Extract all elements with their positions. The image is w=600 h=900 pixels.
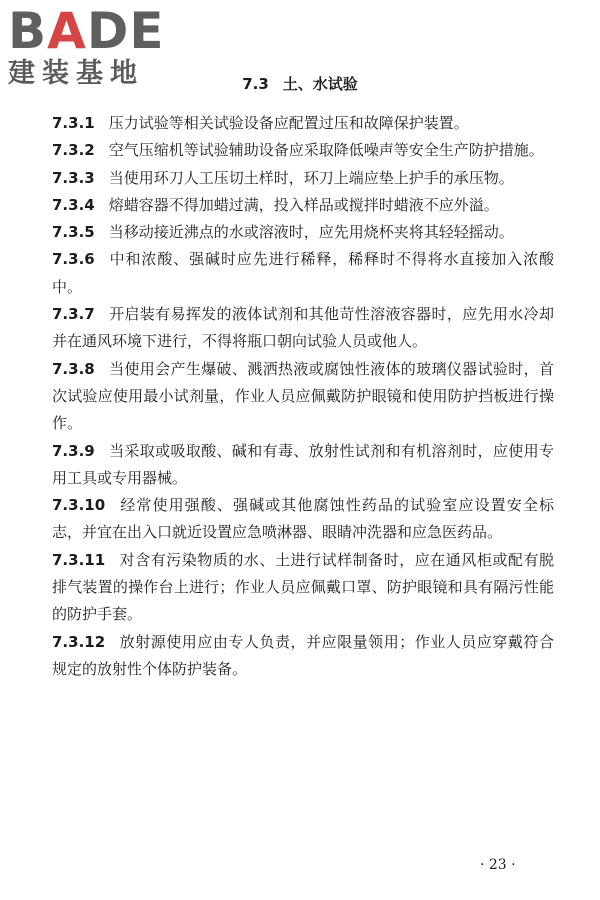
clause-text: 对含有污染物质的水、土进行试样制备时，应在通风柜或配有脱排气装置的操作台上进行；作业人员应佩戴口罩、防护眼镜和具有隔污性能的防护手套。 bbox=[52, 550, 554, 624]
clause-text: 经常使用强酸、强碱或其他腐蚀性药品的试验室应设置安全标志，并宜在出入口就近设置应急喷淋器、眼睛冲洗器和应急医药品。 bbox=[52, 496, 554, 542]
clause-7-3-1 bbox=[52, 110, 554, 137]
clause-7-3-2 bbox=[52, 137, 554, 164]
clause-text: 当使用会产生爆破、溅洒热液或腐蚀性液体的玻璃仪器试验时，首次试验应使用最小试剂量，作业人员应佩戴防护眼镜和使用防护挡板进行操作。 bbox=[52, 359, 554, 433]
clause-text: 熔蜡容器不得加蜡过满，投入样品或搅拌时蜡液不应外溢。 bbox=[108, 195, 499, 214]
clause-number: 7.3.10 bbox=[52, 496, 106, 515]
clause-number: 7.3.12 bbox=[52, 632, 106, 651]
clause-7-3-3 bbox=[52, 165, 554, 192]
clause-number: 7.3.2 bbox=[52, 141, 95, 160]
clause-7-3-8 bbox=[52, 356, 554, 438]
clause-text: 开启装有易挥发的液体试剂和其他苛性溶液容器时，应先用水冷却并在通风环境下进行，不得将瓶口朝向试验人员或他人。 bbox=[52, 305, 554, 351]
clause-number: 7.3.9 bbox=[52, 441, 95, 460]
clause-7-3-7 bbox=[52, 301, 554, 356]
clause-number: 7.3.7 bbox=[52, 305, 95, 324]
clause-text: 放射源使用应由专人负责，并应限量领用；作业人员应穿戴符合规定的放射性个体防护装备。 bbox=[52, 632, 554, 678]
clause-number: 7.3.3 bbox=[52, 168, 95, 187]
clause-number: 7.3.6 bbox=[52, 250, 95, 269]
page-number: · 23 · bbox=[480, 857, 516, 873]
clause-7-3-10 bbox=[52, 492, 554, 547]
logo-letter-a: A bbox=[47, 2, 87, 60]
clause-7-3-9 bbox=[52, 438, 554, 493]
clause-7-3-12 bbox=[52, 629, 554, 684]
clause-text: 当移动接近沸点的水或溶液时，应先用烧杯夹将其轻轻摇动。 bbox=[108, 223, 514, 242]
clause-text: 压力试验等相关试验设备应配置过压和故障保护装置。 bbox=[108, 114, 469, 132]
clause-7-3-6 bbox=[52, 246, 554, 301]
clause-number: 7.3.4 bbox=[52, 195, 95, 214]
section-number: 7.3 bbox=[242, 75, 269, 93]
clause-number: 7.3.11 bbox=[52, 550, 106, 569]
logo-letters-de: DE bbox=[86, 2, 165, 60]
clause-number: 7.3.1 bbox=[52, 114, 95, 132]
clause-number: 7.3.5 bbox=[52, 223, 95, 242]
clause-7-3-11 bbox=[52, 547, 554, 629]
clause-number: 7.3.8 bbox=[52, 359, 95, 378]
clause-list bbox=[52, 110, 554, 683]
section-title bbox=[0, 72, 600, 96]
logo-wordmark bbox=[8, 4, 176, 58]
clause-text: 中和浓酸、强碱时应先进行稀释，稀释时不得将水直接加入浓酸中。 bbox=[52, 250, 554, 296]
clause-text: 当采取或吸取酸、碱和有毒、放射性试剂和有机溶剂时，应使用专用工具或专用器械。 bbox=[52, 441, 554, 487]
section-title-text: 土、水试验 bbox=[282, 75, 358, 93]
clause-text: 空气压缩机等试验辅助设备应采取降低噪声等安全生产防护措施。 bbox=[108, 141, 544, 160]
clause-7-3-5 bbox=[52, 219, 554, 246]
logo-subtitle: 建装基地 bbox=[8, 58, 144, 89]
clause-text: 当使用环刀人工压切土样时，环刀上端应垫上护手的承压物。 bbox=[108, 168, 514, 187]
clause-7-3-4 bbox=[52, 192, 554, 219]
logo-letter-b: B bbox=[8, 2, 48, 60]
